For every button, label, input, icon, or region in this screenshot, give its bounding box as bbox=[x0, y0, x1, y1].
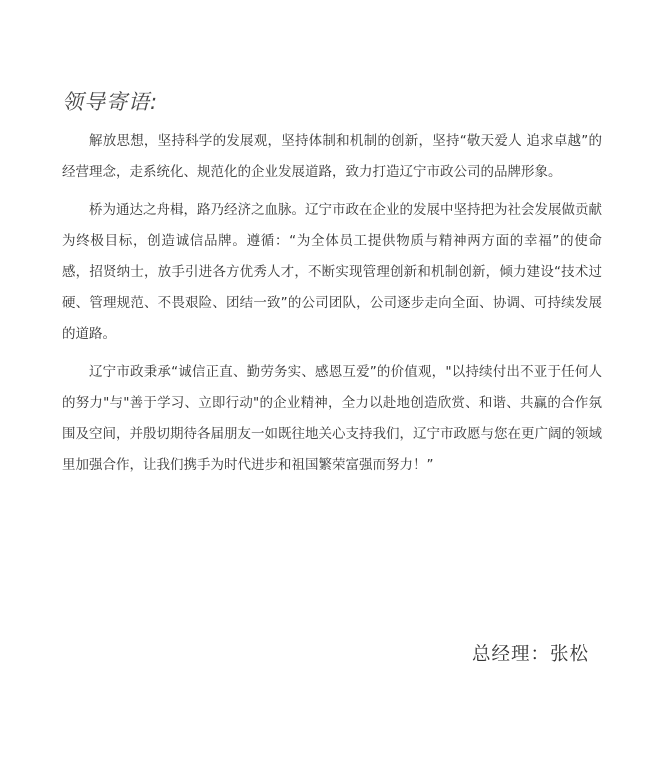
paragraph-1: 解放思想，坚持科学的发展观，坚持体制和机制的创新，坚持“敬天爱人 追求卓越”的经营理念，走系统化、规范化的企业发展道路，致力打造辽宁市政公司的品牌形象。 bbox=[62, 133, 602, 180]
signature: 总经理：张松 bbox=[471, 644, 589, 665]
message-body bbox=[62, 126, 602, 488]
paragraph-3: 辽宁市政秉承“诚信正直、勤劳务实、感恩互爱”的价值观，"以持续付出不亚于任何人的努力"与"善于学习、立即行动"的企业精神，全力以赴地创造欣赏、和谐、共赢的合作氛围及空间，并殷切期待各届朋友一如既往地关心支持我们，辽宁市政愿与您在更广阔的领域里加强合作，让我们携手为时代进步和祖国繁荣富强而努力！” bbox=[62, 364, 602, 473]
paragraph-2: 桥为通达之舟楫，路乃经济之血脉。辽宁市政在企业的发展中坚持把为社会发展做贡献为终极目标，创造诚信品牌。遵循：“为全体员工提供物质与精神两方面的幸福”的使命感，招贤纳士，放手引进各方优秀人才，不断实现管理创新和机制创新，倾力建设“技术过硬、管理规范、不畏艰险、团结一致”的公司团队，公司逐步走向全面、协调、可持续发展的道路。 bbox=[62, 202, 602, 342]
page-title: 领导寄语: bbox=[62, 90, 159, 114]
